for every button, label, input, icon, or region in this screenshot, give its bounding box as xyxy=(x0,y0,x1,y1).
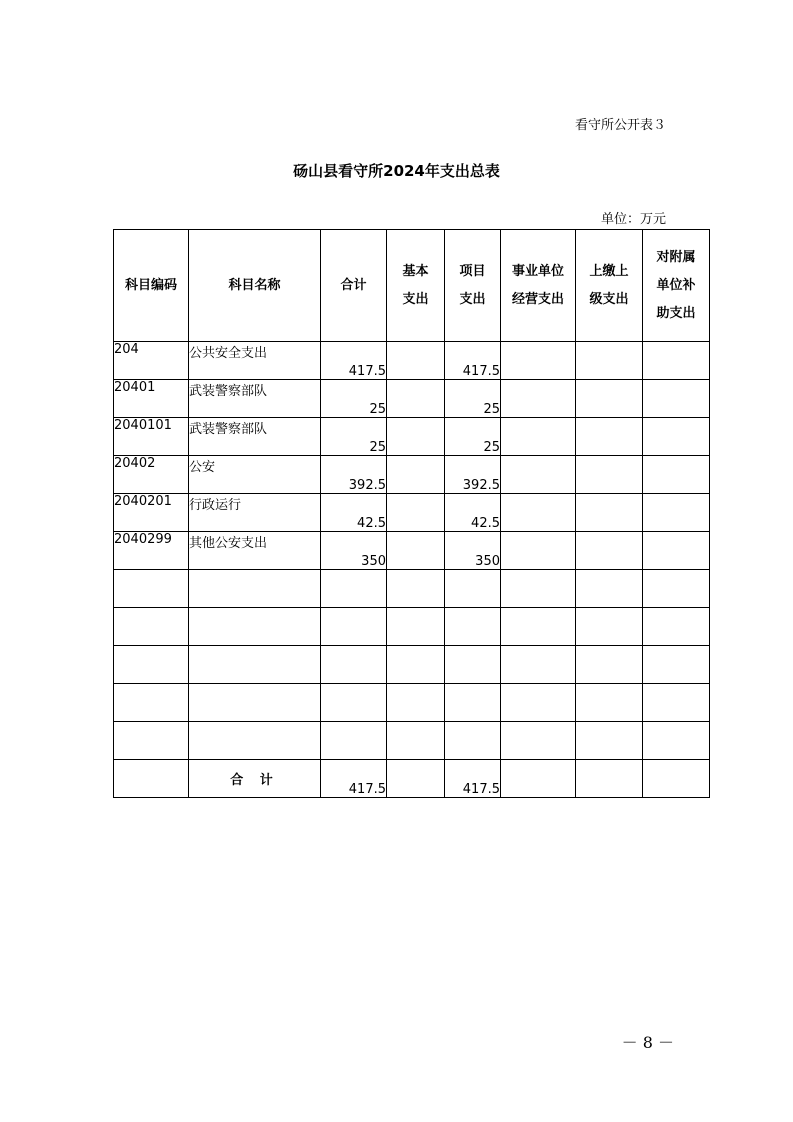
cell-business xyxy=(501,380,576,418)
cell-total xyxy=(321,722,387,760)
cell-basic xyxy=(387,532,445,570)
expenditure-table xyxy=(113,229,710,798)
cell-basic xyxy=(387,684,445,722)
cell-upper xyxy=(576,646,643,684)
cell-basic xyxy=(387,760,445,798)
cell-project: 417.5 xyxy=(445,342,501,380)
cell-subsidy xyxy=(643,494,710,532)
cell-business xyxy=(501,646,576,684)
cell-upper xyxy=(576,722,643,760)
cell-project: 350 xyxy=(445,532,501,570)
cell-code: 2040201 xyxy=(114,494,189,532)
cell-business xyxy=(501,608,576,646)
cell-total: 417.5 xyxy=(321,342,387,380)
cell-project: 25 xyxy=(445,380,501,418)
table-row xyxy=(114,722,710,760)
cell-total: 392.5 xyxy=(321,456,387,494)
table-row xyxy=(114,608,710,646)
cell-name xyxy=(189,570,321,608)
cell-business xyxy=(501,494,576,532)
cell-code: 2040299 xyxy=(114,532,189,570)
cell-subsidy xyxy=(643,342,710,380)
header-subsidy: 对附属 单位补 助支出 xyxy=(643,230,710,342)
cell-project: 42.5 xyxy=(445,494,501,532)
cell-basic xyxy=(387,570,445,608)
unit-label: 单位：万元 xyxy=(600,212,666,227)
cell-project xyxy=(445,646,501,684)
cell-name: 行政运行 xyxy=(189,494,321,532)
header-basic: 基本 支出 xyxy=(387,230,445,342)
cell-code xyxy=(114,760,189,798)
cell-name: 公安 xyxy=(189,456,321,494)
cell-total xyxy=(321,646,387,684)
cell-total xyxy=(321,608,387,646)
document-label: 看守所公开表３ xyxy=(574,118,666,133)
cell-code xyxy=(114,722,189,760)
cell-upper xyxy=(576,494,643,532)
page-number: － 8 － xyxy=(621,1033,674,1052)
cell-upper xyxy=(576,342,643,380)
cell-basic xyxy=(387,342,445,380)
cell-name: 武装警察部队 xyxy=(189,418,321,456)
cell-upper xyxy=(576,570,643,608)
cell-project xyxy=(445,722,501,760)
cell-subsidy xyxy=(643,570,710,608)
table-row xyxy=(114,380,710,418)
cell-basic xyxy=(387,380,445,418)
table-header-row xyxy=(114,230,710,342)
cell-project xyxy=(445,570,501,608)
cell-code: 2040101 xyxy=(114,418,189,456)
table-row xyxy=(114,456,710,494)
cell-project xyxy=(445,684,501,722)
cell-business xyxy=(501,570,576,608)
table-row xyxy=(114,684,710,722)
cell-basic xyxy=(387,608,445,646)
cell-basic xyxy=(387,456,445,494)
table-row xyxy=(114,494,710,532)
cell-basic xyxy=(387,722,445,760)
table-row xyxy=(114,570,710,608)
cell-subsidy xyxy=(643,684,710,722)
page-title: 砀山县看守所2024年支出总表 xyxy=(293,162,500,180)
header-business: 事业单位 经营支出 xyxy=(501,230,576,342)
cell-upper xyxy=(576,456,643,494)
cell-subsidy xyxy=(643,532,710,570)
cell-subsidy xyxy=(643,722,710,760)
cell-upper xyxy=(576,684,643,722)
cell-total: 350 xyxy=(321,532,387,570)
cell-project xyxy=(445,608,501,646)
cell-upper xyxy=(576,608,643,646)
cell-name xyxy=(189,722,321,760)
header-total: 合计 xyxy=(321,230,387,342)
table-row xyxy=(114,418,710,456)
cell-total xyxy=(321,684,387,722)
cell-code: 20402 xyxy=(114,456,189,494)
header-name: 科目名称 xyxy=(189,230,321,342)
cell-business xyxy=(501,760,576,798)
cell-project: 25 xyxy=(445,418,501,456)
cell-basic xyxy=(387,646,445,684)
cell-name xyxy=(189,608,321,646)
cell-upper xyxy=(576,380,643,418)
cell-subsidy xyxy=(643,380,710,418)
header-code: 科目编码 xyxy=(114,230,189,342)
cell-upper xyxy=(576,760,643,798)
cell-name: 公共安全支出 xyxy=(189,342,321,380)
table-row xyxy=(114,342,710,380)
cell-business xyxy=(501,456,576,494)
cell-subsidy xyxy=(643,608,710,646)
cell-name: 其他公安支出 xyxy=(189,532,321,570)
cell-total: 25 xyxy=(321,380,387,418)
cell-name xyxy=(189,684,321,722)
cell-code xyxy=(114,646,189,684)
cell-total: 417.5 xyxy=(321,760,387,798)
cell-code xyxy=(114,684,189,722)
cell-code: 20401 xyxy=(114,380,189,418)
header-upper: 上缴上 级支出 xyxy=(576,230,643,342)
cell-total: 25 xyxy=(321,418,387,456)
cell-basic xyxy=(387,418,445,456)
cell-total xyxy=(321,570,387,608)
total-row xyxy=(114,760,710,798)
cell-name: 合 计 xyxy=(189,760,321,798)
cell-project: 392.5 xyxy=(445,456,501,494)
cell-subsidy xyxy=(643,456,710,494)
cell-name: 武装警察部队 xyxy=(189,380,321,418)
cell-business xyxy=(501,684,576,722)
header-project: 项目 支出 xyxy=(445,230,501,342)
table-row xyxy=(114,646,710,684)
cell-subsidy xyxy=(643,646,710,684)
cell-upper xyxy=(576,532,643,570)
cell-code xyxy=(114,570,189,608)
cell-subsidy xyxy=(643,418,710,456)
cell-business xyxy=(501,722,576,760)
cell-code: 204 xyxy=(114,342,189,380)
cell-upper xyxy=(576,418,643,456)
table-row xyxy=(114,532,710,570)
cell-name xyxy=(189,646,321,684)
cell-subsidy xyxy=(643,760,710,798)
cell-code xyxy=(114,608,189,646)
cell-business xyxy=(501,418,576,456)
cell-project: 417.5 xyxy=(445,760,501,798)
cell-business xyxy=(501,342,576,380)
cell-business xyxy=(501,532,576,570)
cell-basic xyxy=(387,494,445,532)
cell-total: 42.5 xyxy=(321,494,387,532)
